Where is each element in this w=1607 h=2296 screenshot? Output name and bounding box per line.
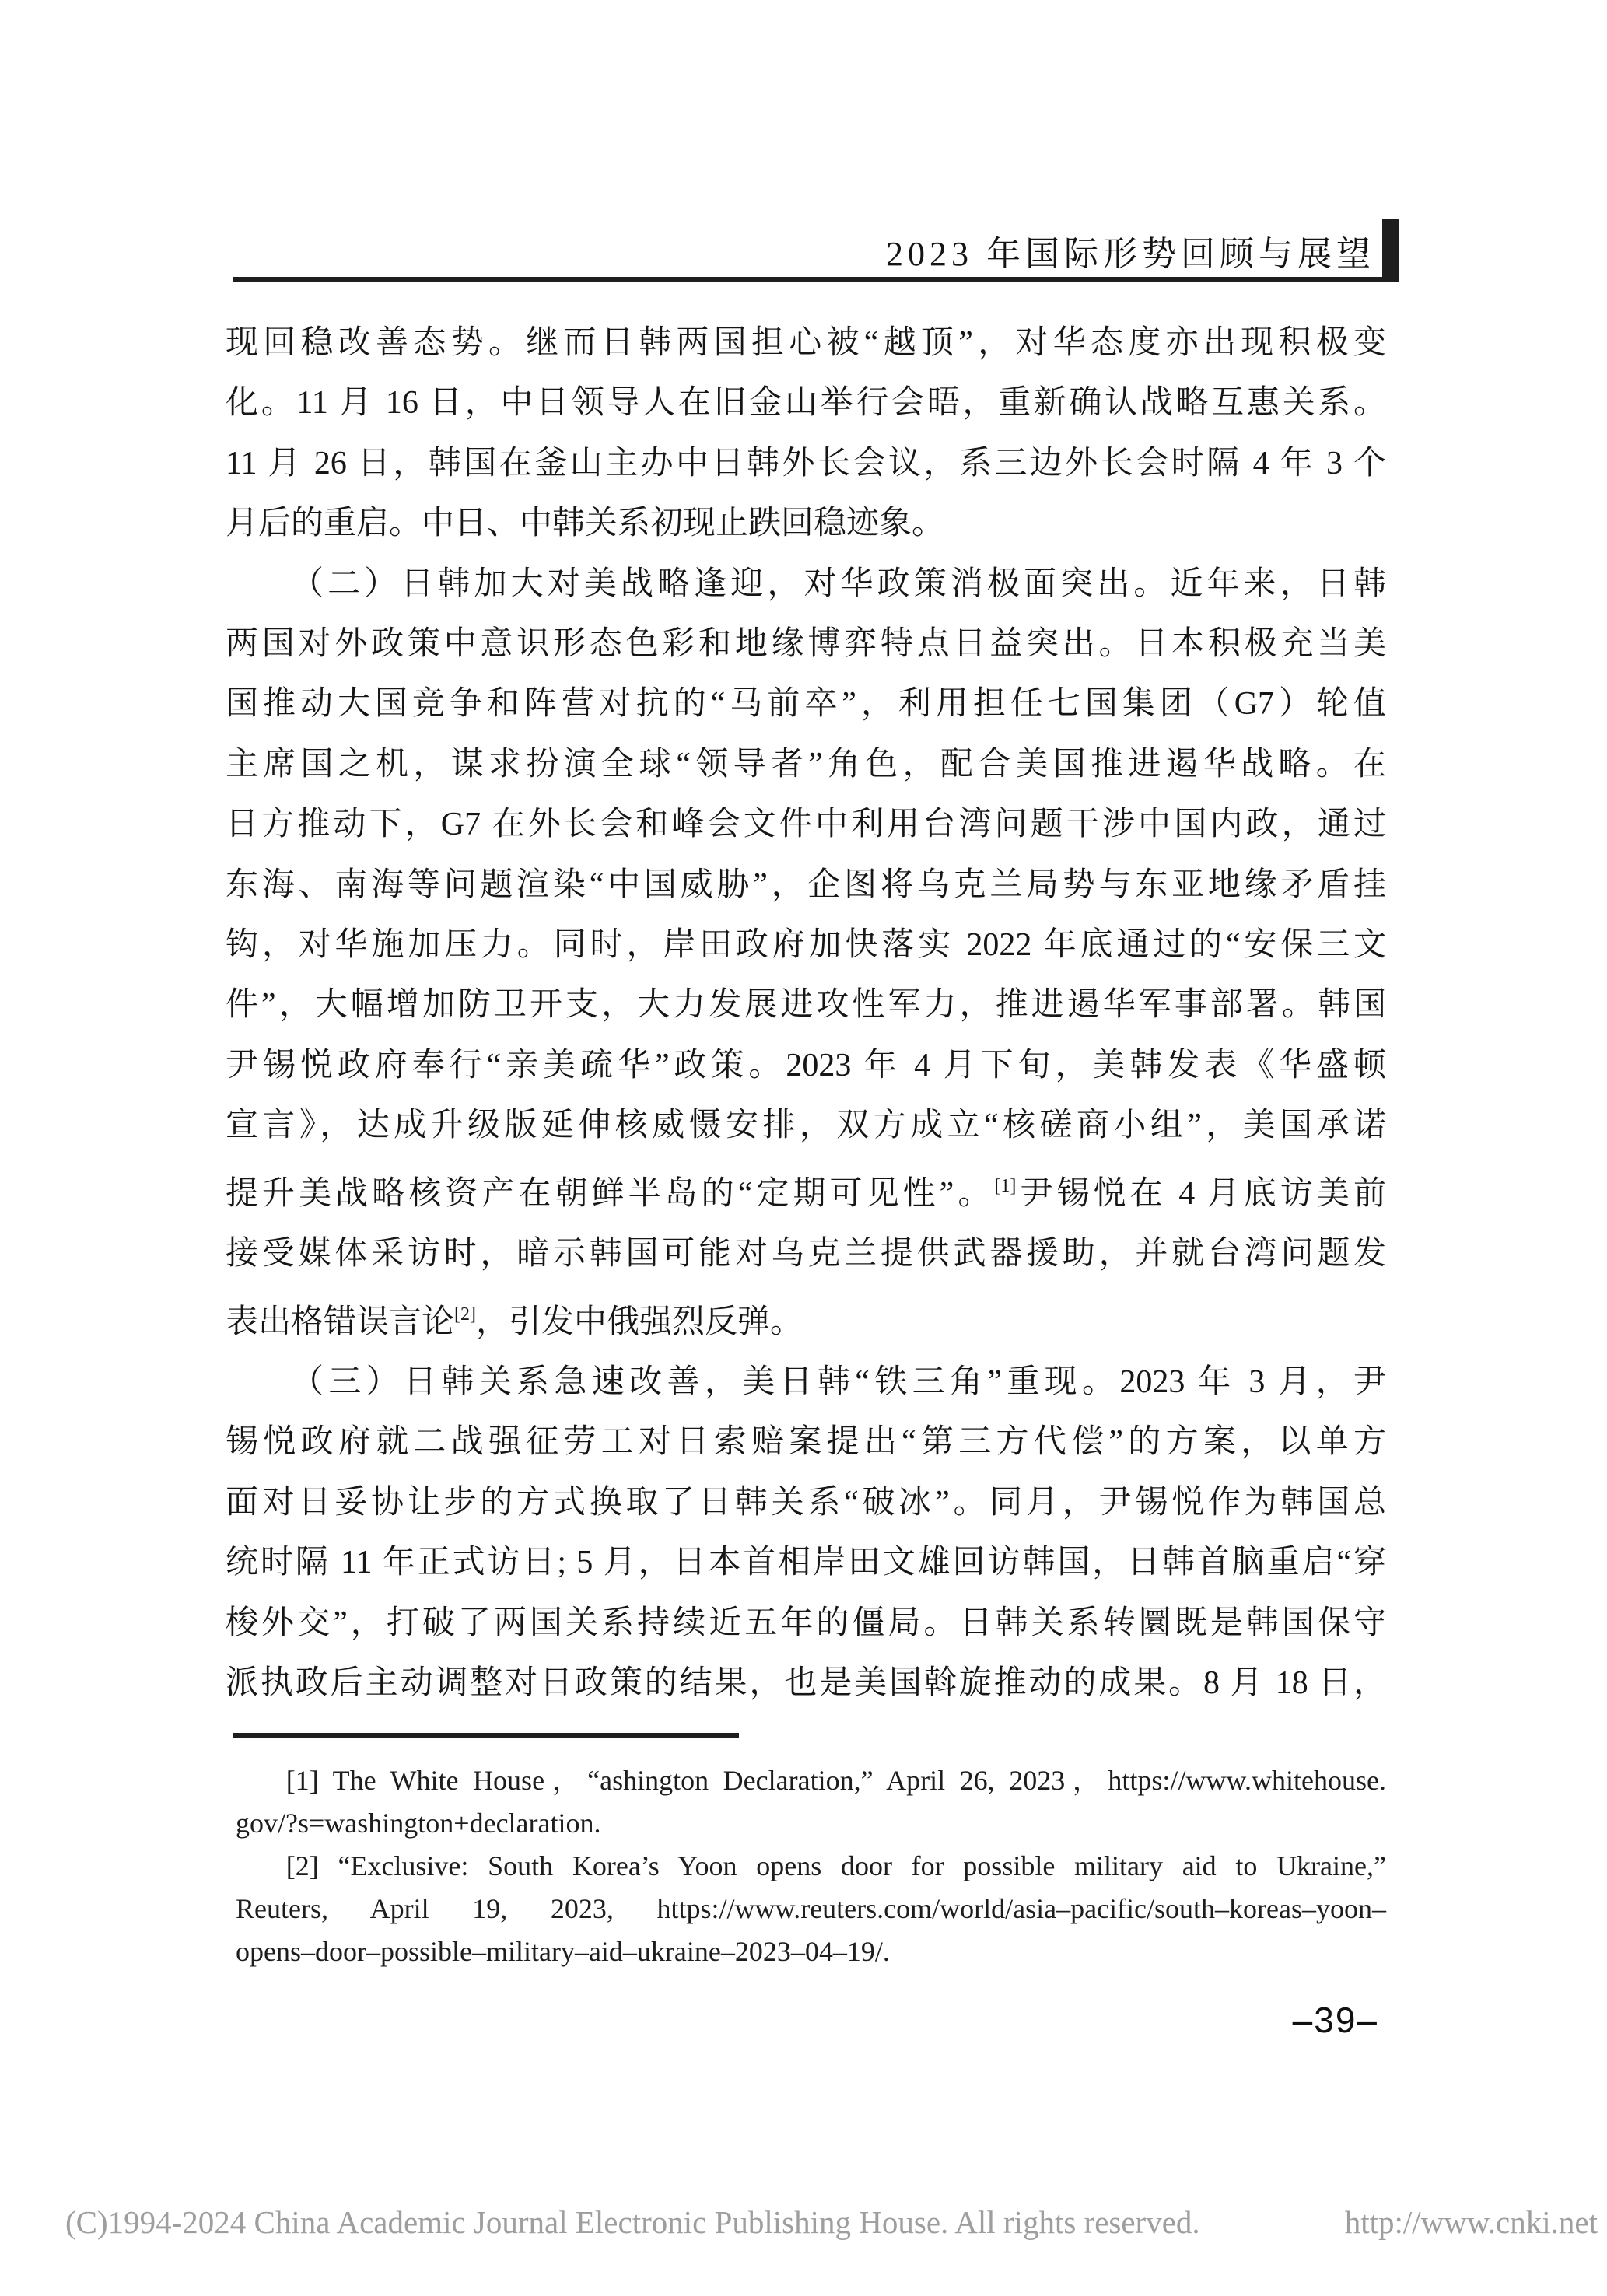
footer-url: http://www.cnki.net	[1344, 2204, 1598, 2240]
body-line: 国推动大国竞争和阵营对抗的“马前卒”，利用担任七国集团（G7）轮值	[226, 686, 1386, 723]
body-line: 统时隔 11 年正式访日; 5 月，日本首相岸田文雄回访韩国，日韩首脑重启“穿	[226, 1545, 1386, 1581]
body-line: 钩，对华施加压力。同时，岸田政府加快落实 2022 年底通过的“安保三文	[226, 927, 1386, 964]
footnote-line: [1] The White House，“ashington Declaration,” April 26, 2023，https://www.whitehouse.	[285, 1765, 1386, 1796]
body-line-text: ，引发中俄强烈反弹。	[476, 1304, 804, 1340]
header-rule	[233, 277, 1399, 282]
header-accent-bar	[1382, 219, 1399, 282]
body-line	[226, 1285, 1386, 1353]
body-text	[226, 313, 1386, 1713]
body-line: 东海、南海等问题渲染“中国威胁”，企图将乌克兰局势与东亚地缘矛盾挂	[226, 866, 1386, 903]
body-line: 月后的重启。中日、中韩关系初现止跌回稳迹象。	[226, 506, 945, 542]
page-footer	[65, 2203, 1598, 2241]
footnote-line: [2] “Exclusive: South Korea’s Yoon opens door for possible military aid to Ukraine,”	[285, 1850, 1386, 1881]
body-line: 主席国之机，谋求扮演全球“领导者”角色，配合美国推进遏华战略。在	[226, 746, 1386, 782]
footnote-line: Reuters, April 19, 2023, https://www.reuters.com/world/asia–pacific/south–koreas–yoon–	[236, 1893, 1386, 1924]
footnote-ref-2: [2]	[454, 1304, 476, 1325]
body-line-text: 尹锡悦在 4 月底访美前	[1016, 1175, 1386, 1212]
body-line: 日方推动下，G7 在外长会和峰会文件中利用台湾问题干涉中国内政，通过	[226, 807, 1386, 843]
footnote-line: opens–door–possible–military–aid–ukraine–2023–04–19/.	[236, 1936, 890, 1967]
page-number: –39–	[1292, 2000, 1378, 2040]
footnote-line: gov/?s=washington+declaration.	[236, 1808, 601, 1839]
footnote-separator	[233, 1733, 739, 1738]
body-line: （二）日韩加大对美战略逢迎，对华政策消极面突出。近年来，日韩	[291, 565, 1386, 602]
footnote-ref-1: [1]	[994, 1175, 1017, 1196]
page-header-title: 2023 年国际形势回顾与展望	[886, 235, 1375, 273]
body-line: （三）日韩关系急速改善，美日韩“铁三角”重现。2023 年 3 月，尹	[291, 1363, 1386, 1400]
body-line: 宣言》，达成升级版延伸核威慑安排，双方成立“核磋商小组”，美国承诺	[226, 1108, 1386, 1144]
footer-copyright: (C)1994-2024 China Academic Journal Electronic Publishing House. All rights reserved.	[65, 2204, 1200, 2240]
body-line: 11 月 26 日，韩国在釜山主办中日韩外长会议，系三边外长会时隔 4 年 3 个	[226, 445, 1386, 481]
body-line: 梭外交”，打破了两国关系持续近五年的僵局。日韩关系转圜既是韩国保守	[226, 1605, 1386, 1641]
body-line	[226, 1157, 1386, 1224]
body-line: 接受媒体采访时，暗示韩国可能对乌克兰提供武器援助，并就台湾问题发	[226, 1236, 1386, 1272]
body-line: 尹锡悦政府奉行“亲美疏华”政策。2023 年 4 月下旬，美韩发表《华盛顿	[226, 1047, 1386, 1083]
body-line: 锡悦政府就二战强征劳工对日索赔案提出“第三方代偿”的方案，以单方	[226, 1424, 1386, 1461]
body-line: 派执政后主动调整对日政策的结果，也是美国斡旋推动的成果。8 月 18 日，	[226, 1664, 1386, 1701]
body-line: 化。11 月 16 日，中日领导人在旧金山举行会晤，重新确认战略互惠关系。	[226, 385, 1386, 422]
footnotes	[236, 1759, 1386, 1973]
body-line: 面对日妥协让步的方式换取了日韩关系“破冰”。同月，尹锡悦作为韩国总	[226, 1484, 1386, 1521]
body-line-text: 提升美战略核资产在朝鲜半岛的“定期可见性”。	[226, 1175, 995, 1212]
body-line: 现回稳改善态势。继而日韩两国担心被“越顶”，对华态度亦出现积极变	[226, 325, 1386, 361]
body-line: 件”，大幅增加防卫开支，大力发展进攻性军力，推进遏华军事部署。韩国	[226, 987, 1386, 1024]
body-line: 两国对外政策中意识形态色彩和地缘博弈特点日益突出。日本积极充当美	[226, 626, 1386, 663]
body-line-text: 表出格错误言论	[226, 1304, 455, 1340]
